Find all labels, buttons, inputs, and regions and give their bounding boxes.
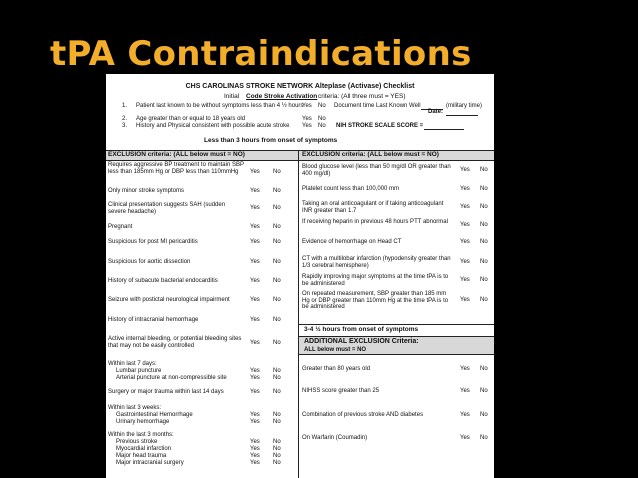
hours-34-heading: 3-4 ½ hours from onset of symptoms [304, 326, 419, 333]
row3-no: No [318, 123, 326, 129]
additional-exclusion-sub: ALL below must = NO [304, 347, 367, 353]
right-item-improving: Rapidly improving major symptoms at the time tPA is to be administered [302, 274, 449, 287]
no-label: No [273, 453, 281, 459]
yes-label: Yes [250, 439, 260, 445]
yes-label: Yes [460, 277, 470, 283]
no-label: No [273, 259, 281, 265]
no-label: No [273, 317, 281, 323]
no-label: No [480, 259, 488, 265]
left-item-surgery: Surgery or major trauma within last 14 days [108, 389, 224, 395]
yes-label: Yes [460, 259, 470, 265]
left-item-sah: Clinical presentation suggests SAH (sudden severe headache) [108, 202, 226, 215]
within-3-months-header: Within the last 3 months: [108, 432, 174, 438]
row3-text: History and Physical consistent with possible acute stroke [136, 123, 290, 129]
yes-label: Yes [250, 317, 260, 323]
right-item-anticoagulant: Taking an oral anticoagulant or if taking anticoagulant INR greater than 1.7 [302, 201, 444, 214]
yes-label: Yes [460, 239, 470, 245]
code-stroke-activation: Code Stroke Activation [246, 93, 318, 100]
row1-text: Patient last known to be without symptoms less than 4 ½ hours [136, 103, 304, 109]
yes-label: Yes [250, 278, 260, 284]
no-label: No [480, 167, 488, 173]
row1-no: No [318, 103, 326, 109]
no-label: No [480, 222, 488, 228]
left-item-ich: History of intracranial hemorrhage [108, 317, 199, 323]
left-item-bp: Requires aggressive BP treatment to maintain SBP less than 185mm Hg or DBP less than 110mmHg [108, 162, 244, 175]
gi-hemorrhage: Gastrointestinal Hemorrhage [116, 412, 193, 418]
no-label: No [480, 204, 488, 210]
row1-time: (military time) [446, 103, 482, 109]
left-item-seizure: Seizure with postictal neurological impairment [108, 297, 230, 303]
additional-exclusion-header: ADDITIONAL EXCLUSION Criteria: [304, 338, 419, 345]
left-item-aortic: Suspicious for aortic dissection [108, 259, 191, 265]
yes-label: Yes [460, 297, 470, 303]
left-item-pregnant: Pregnant [108, 224, 133, 230]
left-item-pericarditis: Suspicious for post MI pericarditis [108, 239, 198, 245]
hours34-top-border [298, 324, 494, 325]
initial-label: Initial [224, 93, 240, 100]
no-label: No [480, 412, 488, 418]
yes-label: Yes [250, 188, 260, 194]
no-label: No [480, 297, 488, 303]
yes-label: Yes [460, 167, 470, 173]
no-label: No [480, 277, 488, 283]
no-label: No [273, 368, 281, 374]
row3-num: 3. [122, 123, 128, 129]
yes-label: Yes [460, 366, 470, 372]
right-item-multilobar: CT with a multilobar infarction (hypodensity greater than 1/3 cerebral hemisphere) [302, 256, 451, 269]
row2-text: Age greater than or equal to 18 years old [136, 116, 246, 122]
left-item-minor: Only minor stroke symptoms [108, 188, 185, 194]
criteria-text: criteria: (All three must = YES) [318, 93, 406, 100]
arterial-puncture: Arterial puncture at non-compressible site [116, 375, 227, 381]
no-label: No [480, 388, 488, 394]
right-item-heparin: If receiving heparin in previous 48 hours PTT abnormal [302, 219, 448, 225]
no-label: No [273, 278, 281, 284]
slide-title: tPA Contraindications [50, 34, 472, 74]
yes-label: Yes [250, 340, 260, 346]
row1-yes: Yes [302, 103, 312, 109]
date-blank [446, 115, 478, 116]
addl-item-warfarin: On Warfarin (Coumadin) [302, 435, 368, 441]
additional-header-bottom [298, 354, 494, 355]
yes-label: Yes [250, 297, 260, 303]
urinary-hemorrhage: Urinary hemorrhage [116, 419, 170, 425]
yes-label: Yes [460, 204, 470, 210]
myocardial-infarction: Myocardial infarction [116, 446, 172, 452]
header-bottom-border [106, 160, 494, 161]
yes-label: Yes [250, 375, 260, 381]
yes-label: Yes [250, 169, 260, 175]
yes-label: Yes [250, 460, 260, 466]
no-label: No [273, 297, 281, 303]
right-item-hemorrhage-ct: Evidence of hemorrhage on Head CT [302, 239, 402, 245]
row3-yes: Yes [302, 123, 312, 129]
no-label: No [480, 186, 488, 192]
right-item-platelet: Platelet count less than 100,000 mm [302, 186, 400, 192]
column-divider [298, 150, 299, 478]
addl-item-stroke-diabetes: Combination of previous stroke AND diabetes [302, 412, 424, 418]
no-label: No [273, 224, 281, 230]
doc-heading: CHS CAROLINAS STROKE NETWORK Alteplase (Activase) Checklist [185, 83, 415, 90]
yes-label: Yes [250, 446, 260, 452]
yes-label: Yes [460, 186, 470, 192]
previous-stroke: Previous stroke [116, 439, 158, 445]
no-label: No [480, 239, 488, 245]
row2-yes: Yes [302, 116, 312, 122]
addl-item-nihss: NIHSS score greater than 25 [302, 388, 380, 394]
right-item-glucose: Blood glucose level (less than 50 mg/dl OR greater than 400 mg/dl) [302, 164, 451, 177]
no-label: No [273, 419, 281, 425]
yes-label: Yes [250, 412, 260, 418]
yes-label: Yes [250, 419, 260, 425]
no-label: No [480, 435, 488, 441]
no-label: No [273, 239, 281, 245]
checklist-document [106, 74, 494, 478]
no-label: No [273, 412, 281, 418]
nih-blank [424, 129, 464, 130]
yes-label: Yes [460, 412, 470, 418]
no-label: No [273, 460, 281, 466]
yes-label: Yes [250, 239, 260, 245]
no-label: No [273, 446, 281, 452]
right-item-repeated-bp: On repeated measurement, SBP greater than 185 mm Hg or DBP greater than 110mm Hg at the time tPA is to be administered [302, 291, 449, 311]
exclusion-left-header: EXCLUSION criteria: (ALL below must = NO) [108, 151, 245, 158]
yes-label: Yes [250, 205, 260, 211]
addl-item-age: Greater than 80 years old [302, 366, 371, 372]
yes-label: Yes [460, 435, 470, 441]
left-item-bleeding: Active internal bleeding, or potential bleeding sites that may not be easily controlled [108, 336, 242, 349]
no-label: No [273, 188, 281, 194]
no-label: No [273, 375, 281, 381]
yes-label: Yes [250, 453, 260, 459]
major-head-trauma: Major head trauma [116, 453, 167, 459]
less-3-hours-heading: Less than 3 hours from onset of symptoms [204, 137, 338, 144]
yes-label: Yes [460, 222, 470, 228]
nih-label: NIH STROKE SCALE SCORE = [336, 123, 424, 129]
row2-num: 2. [122, 116, 128, 122]
no-label: No [480, 366, 488, 372]
no-label: No [273, 205, 281, 211]
no-label: No [273, 340, 281, 346]
yes-label: Yes [250, 389, 260, 395]
yes-label: Yes [250, 224, 260, 230]
lumbar-puncture: Lumbar puncture [116, 368, 162, 374]
yes-label: Yes [250, 368, 260, 374]
yes-label: Yes [250, 259, 260, 265]
exclusion-right-header: EXCLUSION criteria: (ALL below must = NO) [302, 151, 439, 158]
no-label: No [273, 439, 281, 445]
major-intracranial-surgery: Major intracranial surgery [116, 460, 184, 466]
no-label: No [273, 389, 281, 395]
within-7-days-header: Within last 7 days: [108, 361, 157, 367]
yes-label: Yes [460, 388, 470, 394]
row1-doc: Document time Last Known Well [334, 103, 421, 109]
row1-num: 1. [122, 103, 128, 109]
no-label: No [273, 169, 281, 175]
row2-no: No [318, 116, 326, 122]
left-item-endocarditis: History of subacute bacterial endocarditis [108, 278, 218, 284]
date-label: Date: [428, 109, 444, 115]
within-3-weeks-header: Within last 3 weeks: [108, 405, 162, 411]
